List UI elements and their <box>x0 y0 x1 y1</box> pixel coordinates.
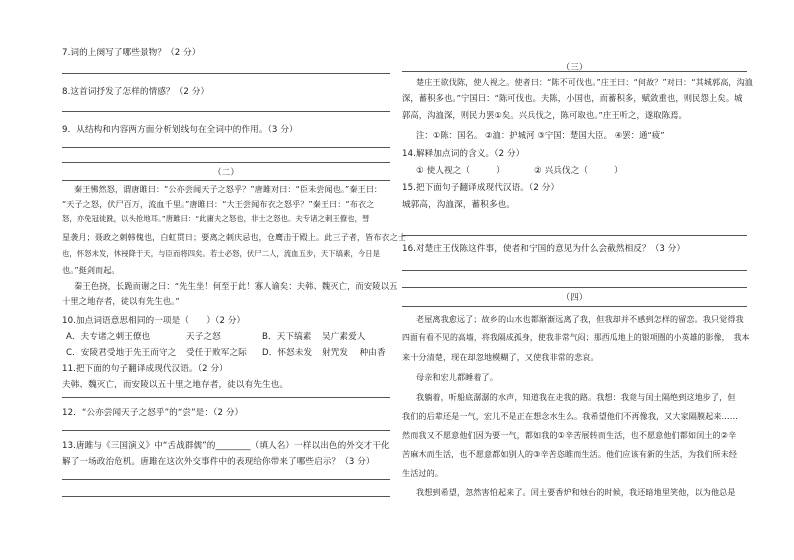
passage-line: 郭高，沟洫深，则民力罢①矣。兴兵伐之，陈可取也。”庄王听之，遂取陈焉。 <box>402 110 687 120</box>
question-12: 12．“公亦尝闻天子之怒乎”的“尝”是：（2 分） <box>62 408 244 418</box>
section-2-heading: （二） <box>212 168 240 178</box>
answer-line[interactable] <box>62 479 390 480</box>
question-14-item-1[interactable]: ① 使人视之（ ） <box>416 166 505 176</box>
question-13-line2: 解了一场政治危机。唐雎在这次外交事件中的表现给你带来了哪些启示？（3 分） <box>62 457 375 467</box>
passage-line: 秦王怫然怒，谓唐雎曰：“公亦尝闻天子之怒乎？”唐雎对曰：“臣未尝闻也。”秦王曰： <box>74 184 383 194</box>
passage-line: 我想到希望，忽然害怕起来了。闰土要香炉和烛台的时候，我还暗地里笑他，以为他总是 <box>416 487 736 497</box>
question-8: 8.这首词抒发了怎样的情感？（2 分） <box>62 87 210 97</box>
passage-line: 深，蓄积多也。”宁国曰：“陈可伐也。夫陈，小国也，而蓄积多，赋敛重也，则民怨上矣。城 <box>402 93 743 103</box>
answer-line[interactable] <box>62 162 390 163</box>
section-3-heading: （三） <box>561 63 588 73</box>
passage-line: 十里之地存者，徒以有先生也。” <box>62 296 180 306</box>
option-d[interactable]: D．怀怒未发 <box>262 348 313 358</box>
option-c[interactable]: C．安陵君受地于先王而守之 <box>66 348 177 358</box>
question-10: 10.加点词语意思相同的一项是（ ）（2 分） <box>62 316 246 326</box>
passage-line: “天子之怒，伏尸百万，流血千里。”唐雎曰：“大王尝闻布衣之怒乎？”秦王曰：“布衣之 <box>62 199 375 209</box>
answer-line[interactable] <box>62 496 390 497</box>
section-divider <box>62 180 390 181</box>
passage-line: 我们的后辈还是一气，宏儿不是正在想念水生么。我希望他们不再像我，又大家隔膜起来…… <box>402 411 738 421</box>
question-7: 7.词的上阕写了哪些景物？（2 分） <box>62 48 201 58</box>
passage-line: 也，怀怒未发，休祲降于天，与臣而将四矣。若士必怒，伏尸二人，流血五步，天下缟素，今日是 <box>62 249 381 258</box>
answer-line[interactable] <box>62 147 390 148</box>
answer-line[interactable] <box>62 73 390 74</box>
passage-line: 四面有看不见的高墙，将我隔成孤身，使我非常气闷；那西瓜地上的银项圈的小英雄的影像， 我本 <box>402 333 750 342</box>
option-a[interactable]: A．夫专诸之刺王僚也 <box>66 332 151 342</box>
passage-line: 星袭月；聂政之刺韩傀也，白虹贯日；要离之刺庆忌也，仓鹰击于殿上。此三子者，皆布衣之士 <box>62 232 407 242</box>
passage-line: 生活过的。 <box>402 468 443 478</box>
option-b-compare: 吴广素爱人 <box>322 332 366 342</box>
question-11: 11.把下面的句子翻译成现代汉语。（2 分） <box>62 364 228 374</box>
answer-line[interactable] <box>62 111 390 112</box>
question-13-line1: 13.唐雎与《三国演义》中“舌战群儒”的________（填人名）一样以出色的外交才干化 <box>62 441 390 451</box>
option-d-compare: 射咒发 种由香 <box>322 348 386 358</box>
section-4-heading: （四） <box>561 293 588 303</box>
section-divider <box>402 306 747 307</box>
question-15: 15.把下面句子翻译成现代汉语。（2 分） <box>402 183 560 193</box>
option-c-compare: 受任于败军之际 <box>186 348 247 358</box>
passage-line: 苦麻木而生活，也不愿意都如别人的③辛苦恣睢而生活。他们应该有新的生活，为我们所未经 <box>402 449 738 459</box>
option-b[interactable]: B．天下缟素 <box>262 332 312 342</box>
option-a-compare: 天子之怒 <box>186 332 221 342</box>
question-15-sentence: 城郭高，沟洫深，蓄积多也。 <box>402 200 516 210</box>
passage-line: 然而我又不愿意他们因为要一气，都如我的①辛苦展转而生活，也不愿意他们都如闰土的②辛 <box>402 430 737 440</box>
annotation-note: 注：①陈：国名。 ②洫：护城河 ③宁国：楚国大臣。 ④罢：通“疲” <box>416 130 665 140</box>
answer-line[interactable] <box>402 287 747 288</box>
passage-line: 母亲和宏儿都睡着了。 <box>416 372 498 382</box>
question-9: 9．从结构和内容两方面分析划线句在全词中的作用。（3 分） <box>62 125 298 135</box>
passage-line: 我躺着，听船底潺潺的水声，知道我在走我的路。我想：我竟与闰土隔绝到这地步了，但 <box>416 392 736 402</box>
question-11-sentence: 夫韩、魏灭亡，而安陵以五十里之地存者，徒以有先生也。 <box>62 380 289 390</box>
answer-line[interactable] <box>62 430 390 431</box>
passage-line: 楚庄王欲伐陈，使人视之。使者曰：“陈不可伐也。”庄王曰：“何故？”对曰：“其城郭高，沟洫 <box>416 77 753 87</box>
passage-line: 也。”挺剑而起。 <box>62 265 120 275</box>
question-16: 16.对楚庄王伐陈这件事，使者和宁国的意见为什么会截然相反？（3 分） <box>402 244 686 254</box>
answer-line[interactable] <box>402 235 747 236</box>
passage-line: 秦王色挠，长跪而谢之曰：“先生坐！何至于此！寡人谕矣：夫韩、魏灭亡，而安陵以五 <box>74 281 398 291</box>
passage-line: 来十分清楚，现在却忽地模糊了，又使我非常的悲哀。 <box>402 352 599 362</box>
section-divider <box>402 71 747 72</box>
passage-line: 老屋离我愈远了；故乡的山水也都渐渐远离了我，但我却并不感到怎样的留恋。我只觉得我 <box>416 314 744 324</box>
question-14-item-2[interactable]: ② 兴兵伐之（ ） <box>534 166 623 176</box>
passage-line: 怒，亦免冠徒跣，以头抢地耳。”唐雎曰：“此庸夫之怒也，非士之怒也。夫专诸之刺王僚也，彗 <box>62 214 370 223</box>
answer-line[interactable] <box>402 270 747 271</box>
answer-line[interactable] <box>62 397 390 398</box>
question-14: 14.解释加点词的含义。（2 分） <box>402 149 525 159</box>
